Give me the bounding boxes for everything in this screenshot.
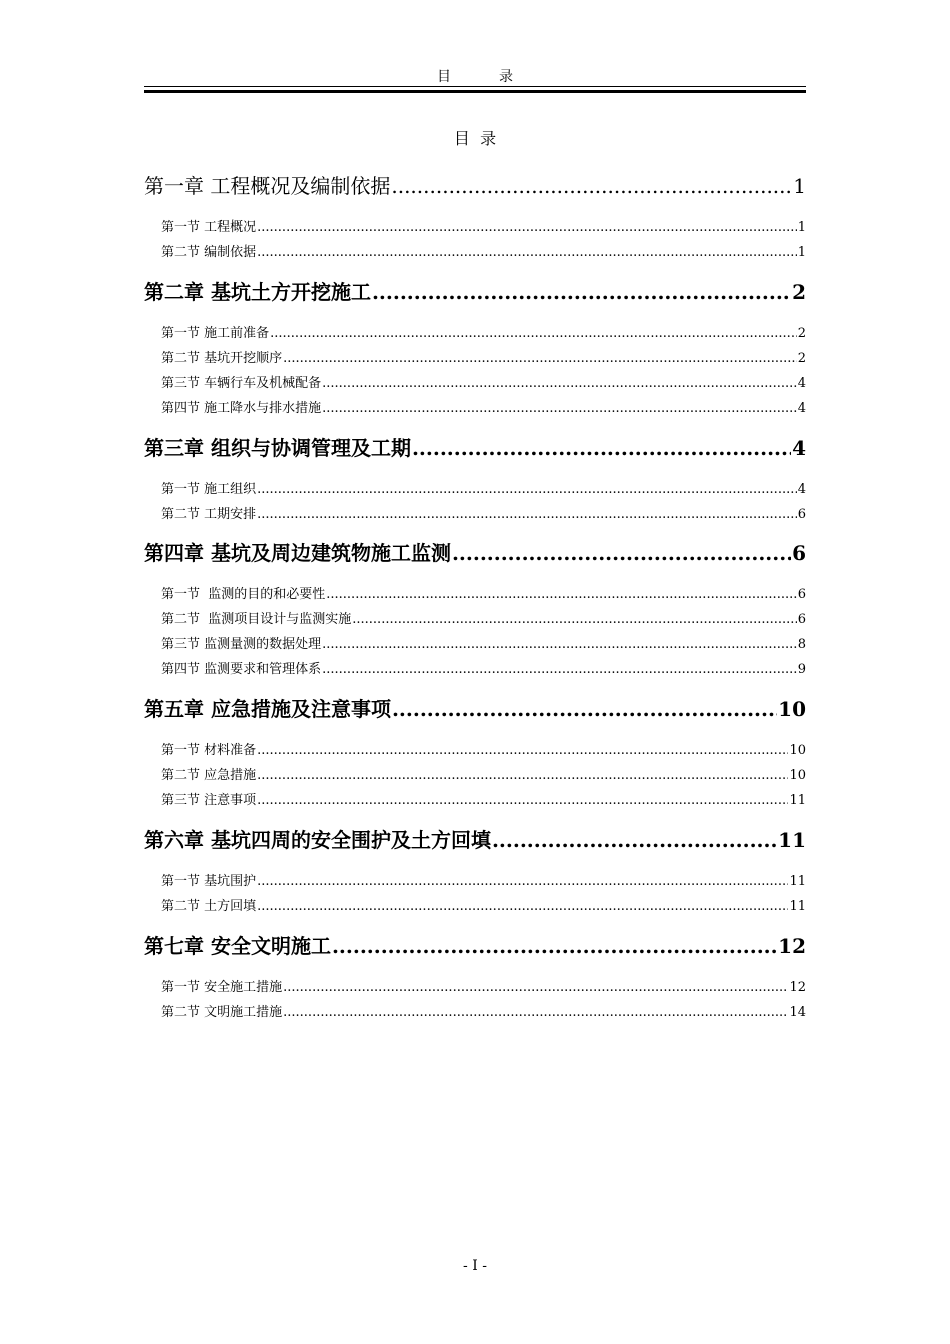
toc-leader-dots [392,697,777,721]
toc-section-label: 第一节 监测的目的和必要性 [161,587,326,602]
toc-chapter-label: 第三章 组织与协调管理及工期 [144,436,411,460]
toc-chapter-label: 第二章 基坑土方开挖施工 [144,280,371,304]
toc-chapter-label: 第一章 工程概况及编制依据 [144,174,391,198]
toc-section-label: 第二节 文明施工措施 [161,1005,283,1020]
toc-section-label: 第一节 安全施工措施 [161,980,283,995]
toc-section-page: 14 [789,1005,806,1020]
toc-chapter-page: 6 [792,541,806,565]
toc-leader-dots [452,541,791,565]
toc-section-5-1[interactable] [144,739,806,758]
toc-section-label: 第一节 施工组织 [161,482,257,497]
toc-leader-dots [412,436,791,460]
page-number: - I - [463,1258,487,1274]
toc-section-page: 10 [789,768,806,783]
toc-section-label: 第二节 基坑开挖顺序 [161,351,283,366]
toc-section-1-1[interactable] [144,216,806,235]
toc-section-page: 6 [797,587,806,602]
toc-leader-dots [283,1005,788,1020]
running-header [144,66,806,86]
toc-section-5-3[interactable] [144,789,806,808]
toc-section-label: 第一节 材料准备 [161,743,257,758]
toc-chapter-page: 10 [778,697,806,721]
toc-section-label: 第二节 监测项目设计与监测实施 [161,612,352,627]
toc-section-page: 4 [797,482,806,497]
toc-section-label: 第四节 监测要求和管理体系 [161,662,322,677]
header-left-char: 目 [437,69,451,85]
toc-section-label: 第三节 监测量测的数据处理 [161,637,322,652]
toc-leader-dots [270,326,797,341]
toc-chapter-page: 4 [792,436,806,460]
toc-chapter-5[interactable] [144,693,806,722]
toc-section-page: 2 [797,351,806,366]
toc-leader-dots [322,637,797,652]
toc-section-page: 10 [789,743,806,758]
toc-leader-dots [352,612,796,627]
toc-chapter-3[interactable] [144,432,806,461]
toc-section-5-2[interactable] [144,764,806,783]
toc-section-2-2[interactable] [144,347,806,366]
toc-section-label: 第三节 车辆行车及机械配备 [161,376,322,391]
toc-section-6-2[interactable] [144,895,806,914]
toc-chapter-label: 第七章 安全文明施工 [144,934,331,958]
toc-section-7-1[interactable] [144,976,806,995]
toc-section-page: 11 [789,874,806,889]
toc-section-page: 8 [797,637,806,652]
toc-section-label: 第四节 施工降水与排水措施 [161,401,322,416]
toc-section-label: 第二节 应急措施 [161,768,257,783]
toc-section-page: 4 [797,401,806,416]
toc-chapter-7[interactable] [144,930,806,959]
toc-leader-dots [257,899,788,914]
toc-section-label: 第三节 注意事项 [161,793,257,808]
toc-leader-dots [492,828,777,852]
toc-section-4-4[interactable] [144,658,806,677]
toc-leader-dots [257,768,788,783]
toc-leader-dots [257,743,788,758]
toc-chapter-label: 第六章 基坑四周的安全围护及土方回填 [144,828,491,852]
toc-leader-dots [257,507,797,522]
toc-section-page: 4 [797,376,806,391]
toc-chapter-page: 1 [793,174,806,198]
toc-section-3-1[interactable] [144,478,806,497]
header-rule-thick [144,90,806,93]
toc-leader-dots [322,662,797,677]
toc-section-page: 9 [797,662,806,677]
toc-chapter-label: 第五章 应急措施及注意事项 [144,697,391,721]
toc-section-page: 6 [797,507,806,522]
toc-leader-dots [372,280,791,304]
toc-section-6-1[interactable] [144,870,806,889]
toc-chapter-6[interactable] [144,824,806,853]
toc-section-label: 第二节 编制依据 [161,245,257,260]
toc-section-2-4[interactable] [144,397,806,416]
header-right-char: 录 [499,69,513,85]
toc-chapter-page: 2 [792,280,806,304]
toc-section-7-2[interactable] [144,1001,806,1020]
toc-section-label: 第一节 工程概况 [161,220,257,235]
toc-leader-dots [326,587,796,602]
toc-section-page: 1 [797,245,806,260]
toc-section-page: 11 [789,793,806,808]
toc-leader-dots [257,482,797,497]
toc-chapter-page: 12 [778,934,806,958]
toc-section-label: 第一节 基坑围护 [161,874,257,889]
toc-section-1-2[interactable] [144,241,806,260]
toc-section-page: 11 [789,899,806,914]
toc-section-label: 第一节 施工前准备 [161,326,270,341]
toc-section-2-3[interactable] [144,372,806,391]
toc-leader-dots [257,793,788,808]
toc-section-label: 第二节 工期安排 [161,507,257,522]
toc-leader-dots [322,376,797,391]
toc-leader-dots [391,174,792,198]
toc-leader-dots [257,245,797,260]
toc-section-4-1[interactable] [144,583,806,602]
header-rule-thin [144,86,806,87]
toc-chapter-1[interactable] [144,170,806,199]
toc-leader-dots [332,934,777,958]
toc-leader-dots [283,980,788,995]
toc-chapter-2[interactable] [144,276,806,305]
toc-section-2-1[interactable] [144,322,806,341]
toc-chapter-label: 第四章 基坑及周边建筑物施工监测 [144,541,451,565]
toc-section-4-2[interactable] [144,608,806,627]
toc-section-page: 1 [797,220,806,235]
toc-leader-dots [257,220,797,235]
toc-section-label: 第二节 土方回填 [161,899,257,914]
toc-chapter-4[interactable] [144,537,806,566]
toc-section-page: 2 [797,326,806,341]
toc-section-page: 6 [797,612,806,627]
toc-section-4-3[interactable] [144,633,806,652]
toc-section-page: 12 [789,980,806,995]
toc-section-3-2[interactable] [144,503,806,522]
toc-leader-dots [283,351,797,366]
toc-leader-dots [257,874,788,889]
toc-leader-dots [322,401,797,416]
toc-chapter-page: 11 [778,828,806,852]
toc-title: 目 录 [453,129,497,148]
